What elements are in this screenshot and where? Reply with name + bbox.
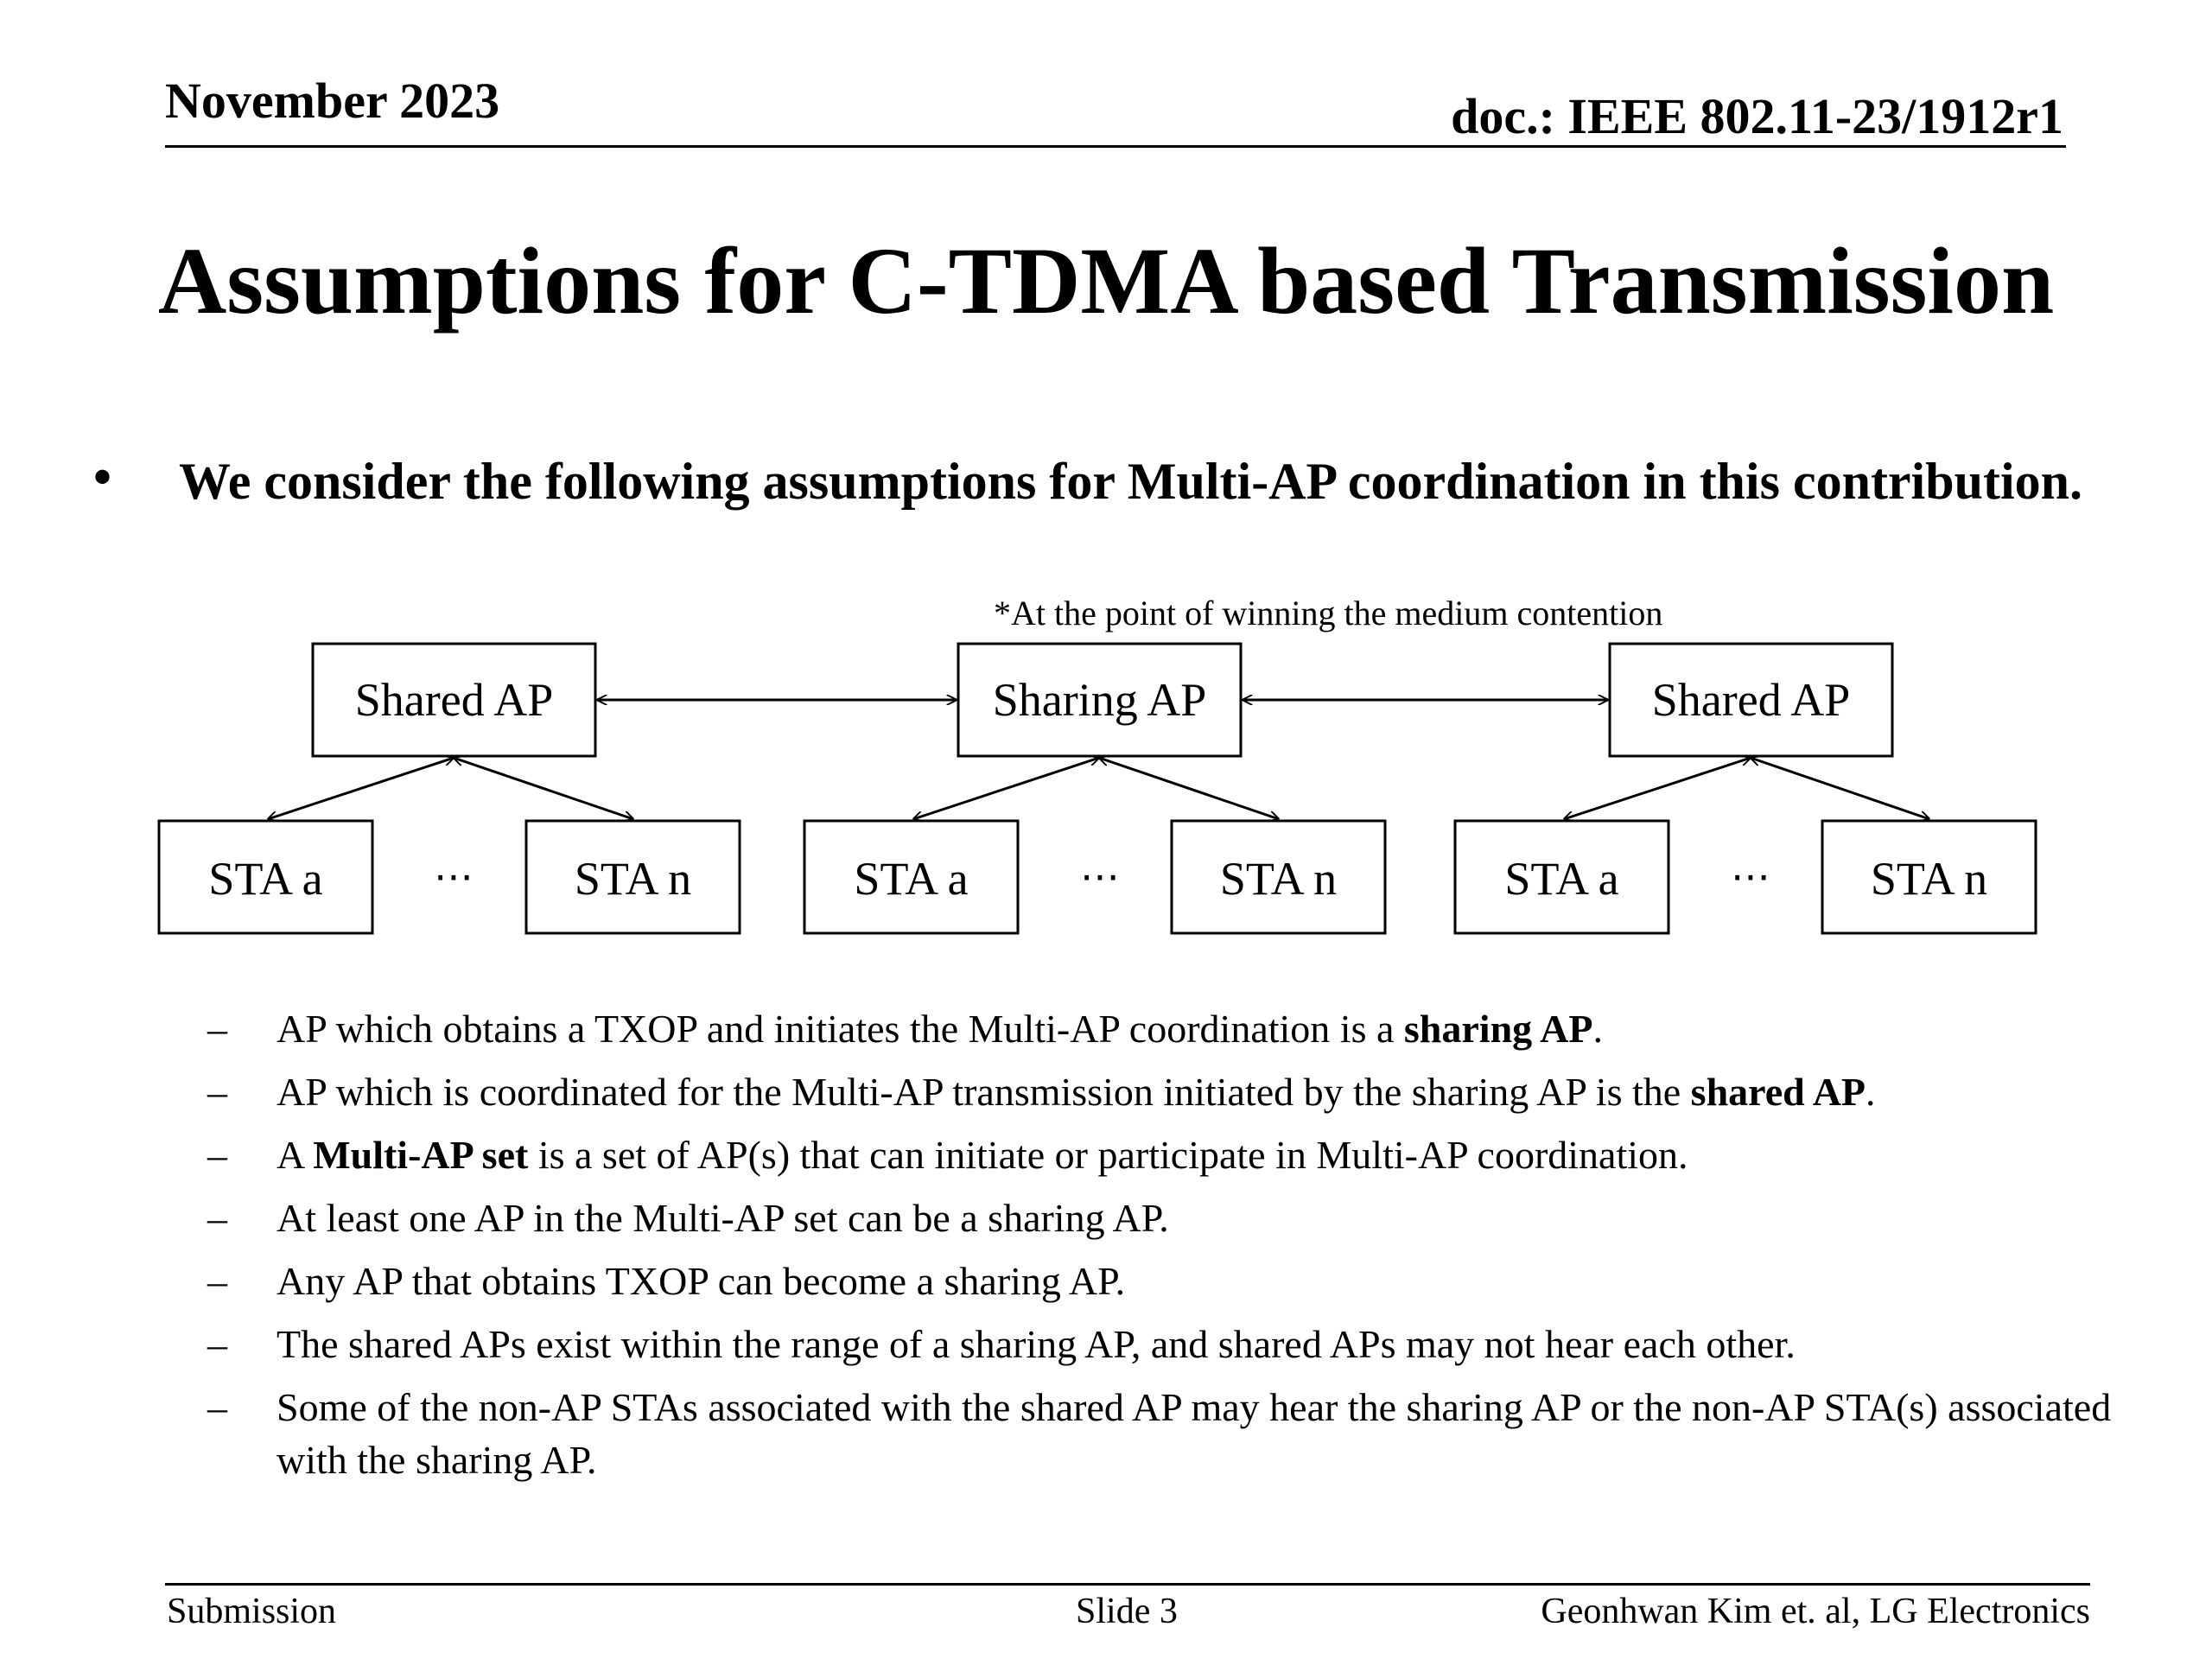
assumption-term: sharing AP — [1403, 1007, 1593, 1051]
assumption-item — [207, 1381, 2160, 1486]
assumption-item — [207, 1192, 2160, 1244]
assumption-item — [207, 1318, 2160, 1370]
footer-author: Geonhwan Kim et. al, LG Electronics — [1541, 1592, 2090, 1631]
assumption-item — [207, 1255, 2160, 1307]
assumption-term: shared AP — [1690, 1070, 1866, 1114]
dash-marker: – — [207, 1133, 227, 1177]
assumption-list — [207, 1002, 2160, 1497]
footer-submission: Submission — [167, 1592, 337, 1631]
ap-label-2: Sharing AP — [992, 674, 1207, 726]
ap-sta-arrow-2a — [913, 758, 1099, 819]
assumption-term: Multi-AP set — [313, 1133, 529, 1177]
footer-rule — [165, 1583, 2090, 1586]
assumption-text-end: . — [1866, 1070, 1876, 1114]
header-rule — [165, 145, 2066, 148]
dash-marker: – — [207, 1007, 227, 1051]
ellipsis-1: ⋯ — [434, 853, 474, 899]
footer-slide-number: Slide 3 — [1076, 1592, 1178, 1631]
sta-label-3a: STA a — [1504, 853, 1619, 905]
assumption-item — [207, 1002, 2160, 1055]
sta-label-1a: STA a — [208, 853, 323, 905]
header-date: November 2023 — [165, 73, 500, 129]
diagram-note: *At the point of winning the medium contention — [994, 594, 1663, 632]
assumption-text: AP which obtains a TXOP and initiates the Multi-AP coordination is a — [276, 1007, 1404, 1051]
sta-label-1n: STA n — [574, 853, 692, 905]
ap-sta-arrow-3n — [1751, 758, 1929, 819]
assumption-text: AP which is coordinated for the Multi-AP transmission initiated by the sharing AP is the — [276, 1070, 1691, 1114]
assumption-text: Some of the non-AP STAs associated with the shared AP may hear the sharing AP or the non-AP STA(s) associated with the sharing AP. — [276, 1385, 2112, 1482]
bullet-dot: • — [93, 448, 112, 505]
intro-bullet: We consider the following assumptions for Multi-AP coordination in this contribution. — [179, 453, 2082, 510]
assumption-text: A — [276, 1133, 314, 1177]
ap-sta-arrow-1a — [268, 758, 454, 819]
assumption-item — [207, 1065, 2160, 1118]
assumption-item — [207, 1128, 2160, 1181]
ap-label-3: Shared AP — [1651, 674, 1851, 726]
dash-marker: – — [207, 1385, 227, 1429]
slide-title: Assumptions for C-TDMA based Transmission — [157, 228, 2055, 334]
ap-sta-arrow-1n — [454, 758, 633, 819]
assumption-text-end: . — [1592, 1007, 1603, 1051]
sta-label-2n: STA n — [1219, 853, 1338, 905]
assumption-text-end: is a set of AP(s) that can initiate or participate in Multi-AP coordination. — [528, 1133, 1688, 1177]
ap-label-1: Shared AP — [354, 674, 554, 726]
ap-sta-arrow-3a — [1564, 758, 1751, 819]
assumption-text: At least one AP in the Multi-AP set can be a sharing AP. — [276, 1196, 1169, 1240]
ellipsis-2: ⋯ — [1080, 853, 1120, 899]
dash-marker: – — [207, 1322, 227, 1366]
dash-marker: – — [207, 1196, 227, 1240]
assumption-text: The shared APs exist within the range of a sharing AP, and shared APs may not hear each other. — [276, 1322, 1796, 1366]
sta-label-3n: STA n — [1870, 853, 1988, 905]
sta-label-2a: STA a — [854, 853, 969, 905]
header-doc-id: doc.: IEEE 802.11-23/1912r1 — [1451, 88, 2063, 144]
ellipsis-3: ⋯ — [1731, 853, 1770, 899]
dash-marker: – — [207, 1259, 227, 1303]
dash-marker: – — [207, 1070, 227, 1114]
ap-sta-arrow-2n — [1099, 758, 1279, 819]
assumption-text: Any AP that obtains TXOP can become a sharing AP. — [276, 1259, 1126, 1303]
